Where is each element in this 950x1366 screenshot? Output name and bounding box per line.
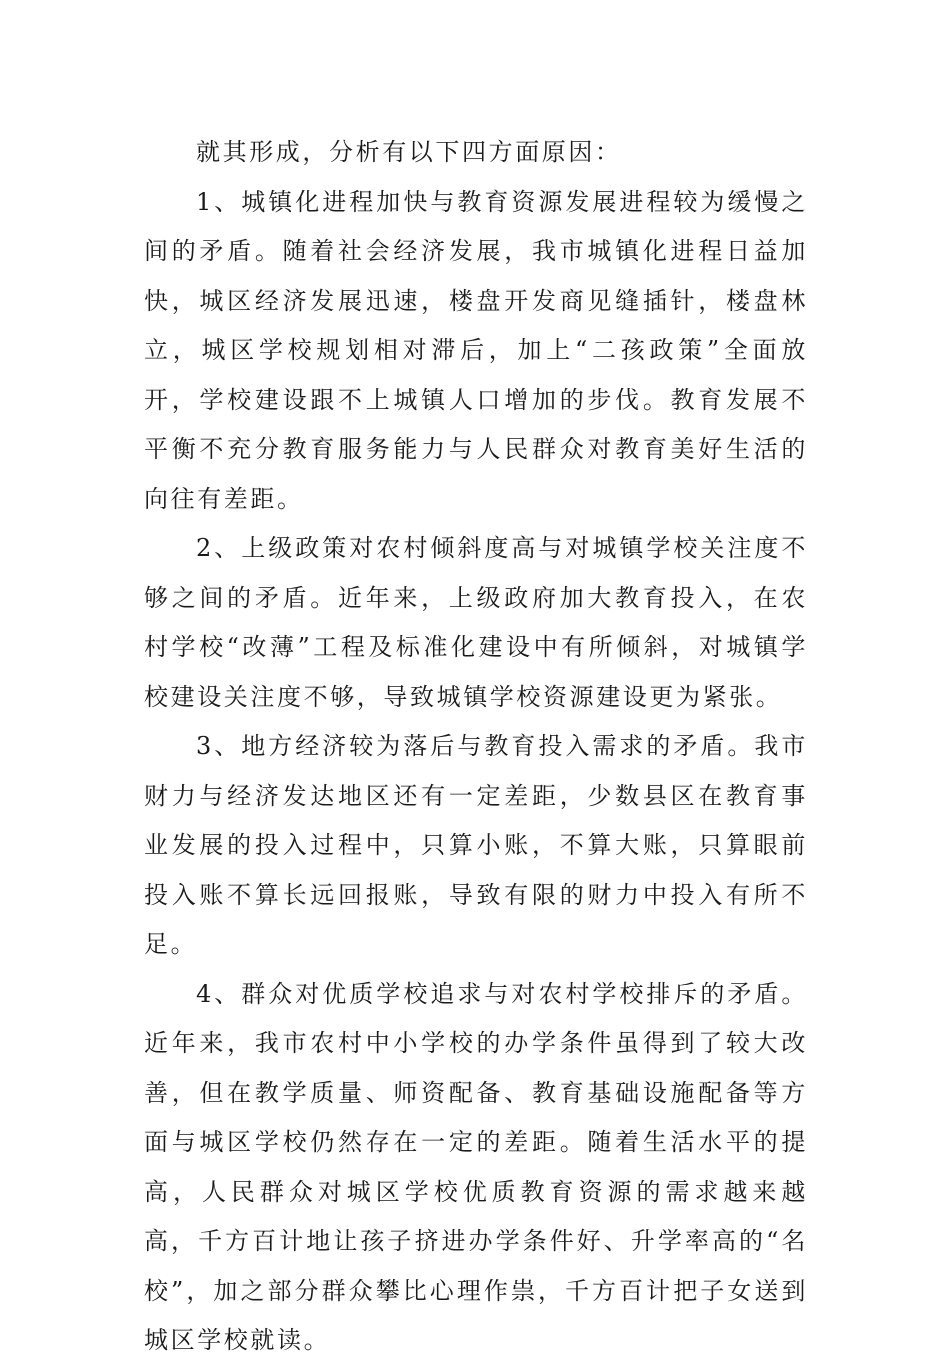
reason-1-paragraph: 1、城镇化进程加快与教育资源发展进程较为缓慢之间的矛盾。随着社会经济发展，我市城镇化进程日益加快，城区经济发展迅速，楼盘开发商见缝插针，楼盘林立，城区学校规划相对滞后，加上“二孩政策”全面放开，学校建设跟不上城镇人口增加的步伐。教育发展不平衡不充分教育服务能力与人民群众对教育美好生活的向往有差距。 [144, 187, 808, 513]
reason-4-paragraph: 4、群众对优质学校追求与对农村学校排斥的矛盾。近年来，我市农村中小学校的办学条件虽得到了较大改善，但在教学质量、师资配备、教育基础设施配备等方面与城区学校仍然存在一定的差距。随着生活水平的提高，人民群众对城区学校优质教育资源的需求越来越高，千方百计地让孩子挤进办学条件好、升学率高的“名校”，加之部分群众攀比心理作祟，千方百计把子女送到城区学校就读。 [144, 979, 808, 1354]
reason-2-paragraph: 2、上级政策对农村倾斜度高与对城镇学校关注度不够之间的矛盾。近年来，上级政府加大教育投入，在农村学校“改薄”工程及标准化建设中有所倾斜，对城镇学校建设关注度不够，导致城镇学校资源建设更为紧张。 [144, 534, 808, 711]
reason-3-paragraph: 3、地方经济较为落后与教育投入需求的矛盾。我市财力与经济发达地区还有一定差距，少数县区在教育事业发展的投入过程中，只算小账，不算大账，只算眼前投入账不算长远回报账，导致有限的财力中投入有所不足。 [144, 732, 808, 958]
document-body [144, 128, 808, 1366]
intro-paragraph: 就其形成，分析有以下四方面原因： [196, 138, 622, 166]
